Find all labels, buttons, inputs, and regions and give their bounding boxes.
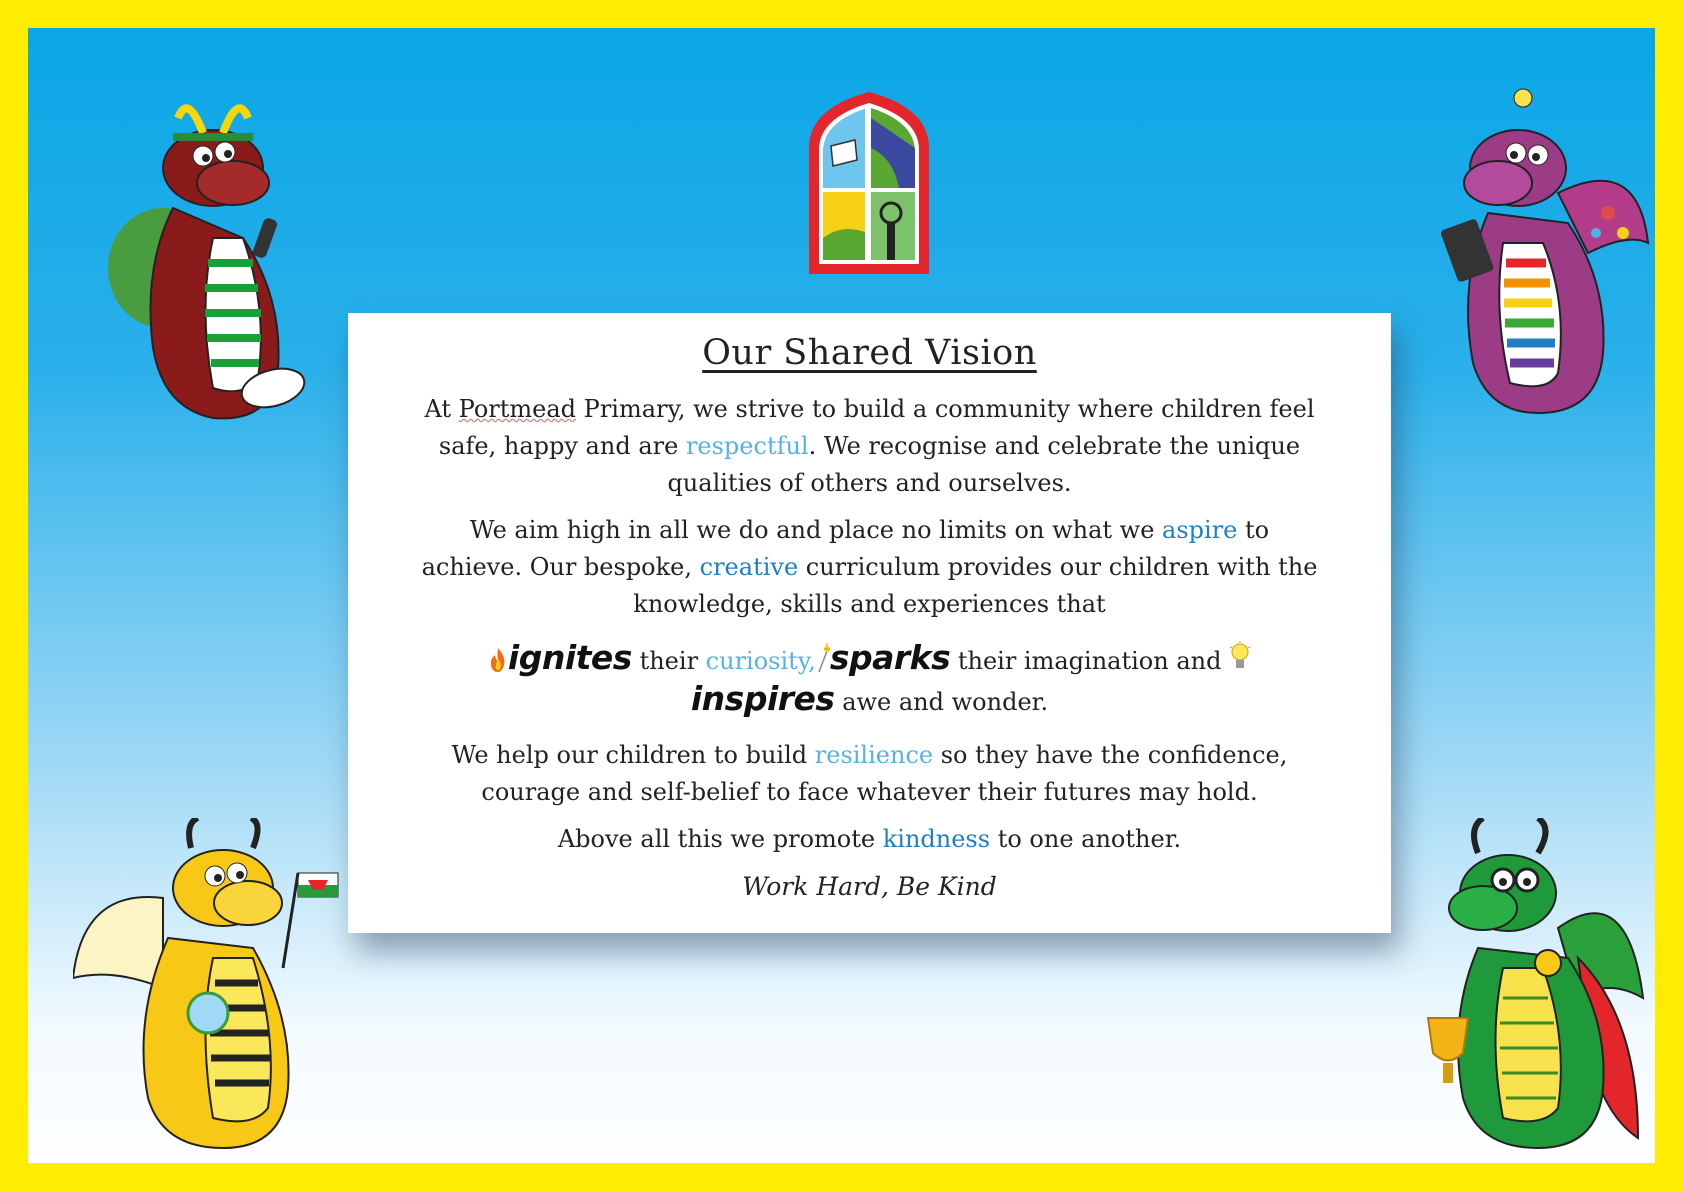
vision-paragraph-resilience	[418, 737, 1321, 811]
keyword-ignites: ignites	[507, 638, 632, 677]
vision-paragraph-ignites	[418, 639, 1321, 721]
green-dragon-illustration	[1408, 818, 1655, 1163]
purple-dragon-illustration	[1418, 83, 1655, 443]
keyword-curiosity: curiosity,	[705, 647, 816, 675]
flame-icon	[488, 647, 508, 673]
text-fragment: to achieve. Our bespoke,	[421, 516, 1270, 581]
text-fragment: Above all this we promote	[557, 825, 883, 853]
text-fragment: Primary, we strive to build a community where children feel safe, happy and are	[438, 395, 1315, 460]
sparkler-icon	[816, 643, 830, 673]
text-fragment: their imagination and	[950, 647, 1230, 675]
keyword-resilience: resilience	[814, 741, 934, 769]
school-motto: Work Hard, Be Kind	[742, 872, 997, 901]
page-title: Our Shared Vision	[702, 333, 1037, 373]
keyword-aspire: aspire	[1162, 516, 1238, 544]
keyword-creative: creative	[699, 553, 799, 581]
red-dragon-illustration	[83, 88, 323, 448]
text-fragment: At	[424, 395, 459, 423]
vision-paragraph-community	[418, 391, 1321, 502]
keyword-respectful: respectful	[685, 432, 809, 460]
text-fragment: . We recognise and celebrate the unique qualities of others and ourselves.	[667, 432, 1301, 497]
vision-card	[348, 313, 1391, 933]
vision-paragraph-curriculum	[418, 512, 1321, 623]
poster-background	[28, 28, 1655, 1163]
text-fragment: to one another.	[990, 825, 1182, 853]
keyword-kindness: kindness	[882, 825, 991, 853]
text-fragment: We help our children to build	[451, 741, 815, 769]
text-fragment: awe and wonder.	[834, 688, 1049, 716]
text-fragment: We aim high in all we do and place no limits on what we	[469, 516, 1163, 544]
vision-paragraph-kindness	[418, 821, 1321, 858]
school-name: Portmead	[458, 395, 577, 423]
school-crest-logo	[803, 88, 935, 278]
text-fragment: their	[631, 647, 706, 675]
text-fragment: so they have the confidence, courage and self-belief to face whatever their futures may hold.	[481, 741, 1288, 806]
keyword-inspires: inspires	[690, 679, 835, 718]
yellow-dragon-illustration	[73, 818, 343, 1163]
text-fragment: curriculum provides our children with the knowledge, skills and experiences that	[633, 553, 1318, 618]
keyword-sparks: sparks	[829, 638, 951, 677]
lightbulb-icon	[1229, 641, 1251, 673]
